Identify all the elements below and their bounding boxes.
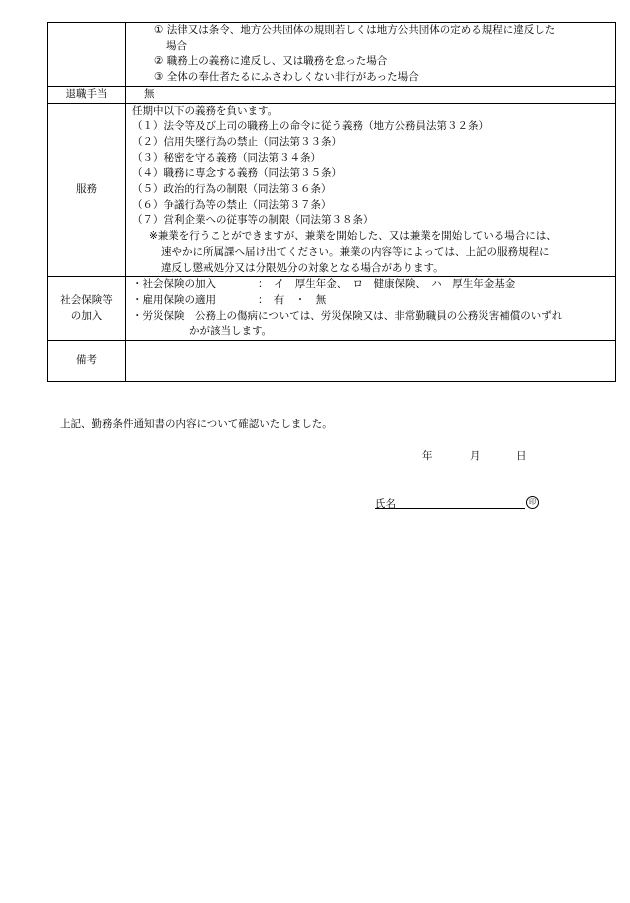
service-item: （２）信用失墜行為の禁止（同法第３３条） bbox=[132, 135, 342, 148]
social-insurance-label-line: の加入 bbox=[70, 309, 103, 322]
retirement-allowance-label: 退職手当 bbox=[48, 86, 126, 103]
date-month: 月 bbox=[470, 450, 481, 462]
dismissal-reasons-cell bbox=[126, 23, 616, 87]
date-year: 年 bbox=[422, 450, 433, 462]
confirmation-statement: 上記、勤務条件通知書の内容について確認いたしました。 bbox=[60, 418, 333, 430]
side-job-note: ※兼業を行うことができますが、兼業を開始した、又は兼業を開始している場合には、 bbox=[149, 230, 557, 243]
service-item: （６）争議行為等の禁止（同法第３７条） bbox=[132, 198, 332, 211]
side-job-note-cont: 違反し懲戒処分又は分限処分の対象となる場合があります。 bbox=[161, 261, 444, 274]
retirement-allowance-cell bbox=[126, 86, 616, 103]
social-insurance-label-line: 社会保険等 bbox=[60, 293, 113, 306]
dismissal-reason-1: ① 法律又は条令、地方公共団体の規則若しくは地方公共団体の定める規程に違反した bbox=[154, 24, 556, 36]
service-cell bbox=[126, 103, 616, 277]
service-item: （４）職務に専念する義務（同法第３５条） bbox=[132, 167, 342, 180]
remarks-row bbox=[48, 341, 616, 382]
dismissal-row bbox=[48, 23, 616, 87]
remarks-label: 備考 bbox=[48, 341, 126, 382]
workers-comp-insurance: ・労災保険 公務上の傷病については、労災保険又は、非常勤職員の公務災害補償のいずれ bbox=[132, 309, 563, 322]
service-row bbox=[48, 103, 616, 277]
signature-line bbox=[375, 508, 525, 509]
workers-comp-insurance-cont: かが該当します。 bbox=[189, 325, 273, 338]
employment-terms-table bbox=[47, 22, 616, 382]
health-pension-insurance: ・社会保険の加入 ： イ 厚生年金、 ロ 健康保険、 ハ 厚生年金基金 bbox=[132, 278, 516, 291]
service-intro: 任期中以下の義務を負います。 bbox=[132, 104, 279, 117]
dismissal-reason-2: ② 職務上の義務に違反し、又は職務を怠った場合 bbox=[154, 55, 388, 68]
social-insurance-label bbox=[48, 277, 126, 341]
employment-insurance: ・雇用保険の適用 ： 有 ・ 無 bbox=[132, 293, 327, 306]
retirement-allowance-row bbox=[48, 86, 616, 103]
retirement-allowance-value: 無 bbox=[144, 87, 155, 100]
seal-mark: 印 bbox=[526, 496, 539, 509]
service-item: （１）法令等及び上司の職務上の命令に従う義務（地方公務員法第３２条） bbox=[132, 120, 489, 133]
service-item: （５）政治的行為の制限（同法第３６条） bbox=[132, 183, 332, 196]
dismissal-reason-1-cont: 場合 bbox=[166, 39, 187, 52]
service-item: （３）秘密を守る義務（同法第３４条） bbox=[132, 151, 321, 164]
service-item: （７）営利企業への従事等の制限（同法第３８条） bbox=[132, 214, 374, 227]
dismissal-reason-3: ③ 全体の奉仕者たるにふさわしくない非行があった場合 bbox=[154, 71, 419, 84]
signature-label: 氏名 bbox=[375, 498, 396, 510]
remarks-value bbox=[126, 341, 616, 382]
social-insurance-row bbox=[48, 277, 616, 341]
service-label: 服務 bbox=[48, 103, 126, 277]
social-insurance-cell bbox=[126, 277, 616, 341]
side-job-note-cont: 速やかに所属課へ届け出てください。兼業の内容等によっては、上記の服務規程に bbox=[161, 245, 550, 258]
dismissal-label-cell bbox=[48, 23, 126, 87]
date-day: 日 bbox=[516, 450, 527, 462]
